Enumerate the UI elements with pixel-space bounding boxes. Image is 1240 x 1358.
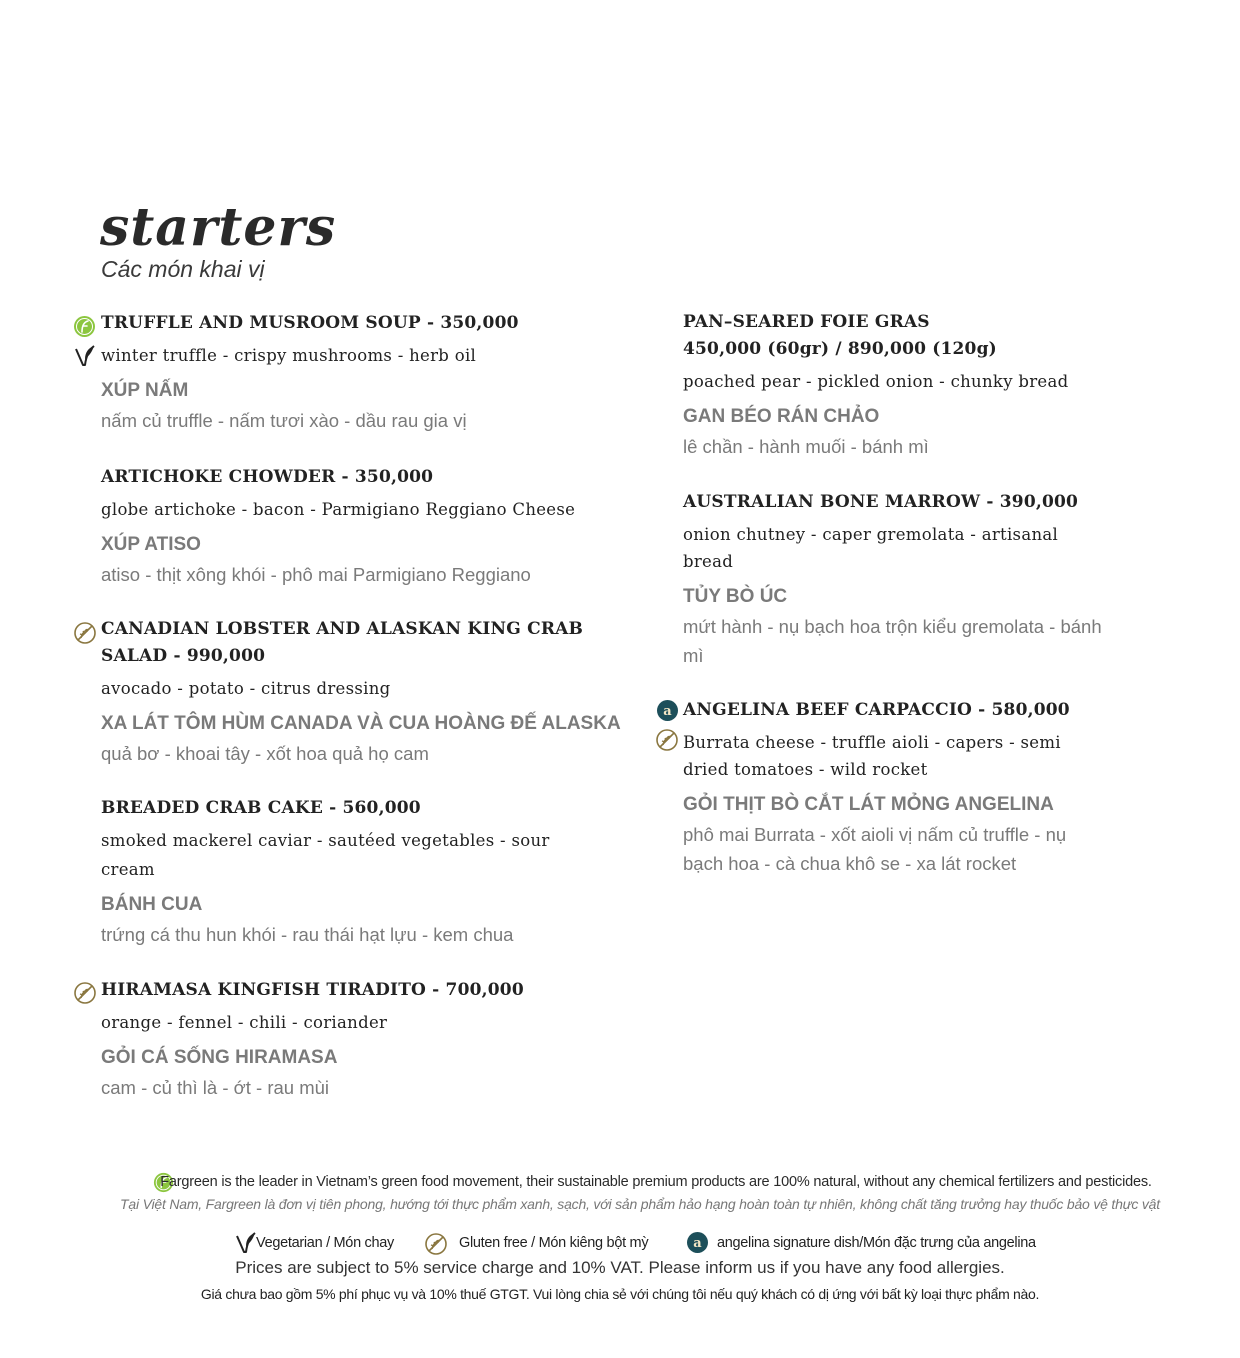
page-title: starters [100,197,337,258]
menu-item [101,977,641,1102]
gluten-free-icon [424,1232,448,1256]
dish-description-line2: cream [101,860,155,879]
dish-name: PAN–SEARED FOIE GRAS [683,312,930,332]
svg-text:a: a [663,704,672,719]
dish-description-vietnamese: lê chần - hành muối - bánh mì [683,436,929,457]
signature-icon [656,699,679,722]
price-note: Prices are subject to 5% service charge and 10% VAT. Please inform us if you have any food allergies. [235,1258,1005,1277]
menu-item [101,310,641,435]
dish-description: winter truffle - crispy mushrooms - herb oil [101,346,477,365]
menu-item [101,616,646,768]
dish-description-vietnamese-line2: mì [683,645,704,666]
dish-description: poached pear - pickled onion - chunky bread [683,372,1069,391]
dish-description-vietnamese-line2: bạch hoa - cà chua khô se - xa lát rocket [683,853,1017,874]
dish-name-vietnamese: GAN BÉO RÁN CHẢO [683,406,880,427]
menu-item [683,309,1153,461]
dish-name-vietnamese: GỎI THỊT BÒ CẮT LÁT MỎNG ANGELINA [683,794,1054,815]
legend-vegetarian: Vegetarian / Món chay [256,1235,394,1251]
fargreen-icon [73,315,96,338]
dish-description: avocado - potato - citrus dressing [101,679,391,698]
menu-item [683,489,1143,670]
dish-description-line2: bread [683,552,734,571]
gluten-free-icon [73,621,97,645]
dish-description-vietnamese: nấm củ truffle - nấm tươi xào - dầu rau gia vị [101,410,467,431]
dish-name-vietnamese: XÚP NẤM [101,380,189,401]
dish-name-vietnamese: BÁNH CUA [101,894,203,915]
vegetarian-icon [235,1230,257,1254]
dish-description-vietnamese: mứt hành - nụ bạch hoa trộn kiểu gremolata - bánh [683,616,1102,637]
dish-description-vietnamese: phô mai Burrata - xốt aioli vị nấm củ truffle - nụ [683,824,1067,845]
dish-description-vietnamese: trứng cá thu hun khói - rau thái hạt lựu - kem chua [101,924,514,945]
dish-description-line2: dried tomatoes - wild rocket [683,760,928,779]
dish-name-vietnamese: TỦY BÒ ÚC [683,586,788,607]
dish-description: orange - fennel - chili - coriander [101,1013,388,1032]
dish-description: globe artichoke - bacon - Parmigiano Reggiano Cheese [101,500,576,519]
dish-name: ANGELINA BEEF CARPACCIO - 580,000 [683,700,1070,720]
dish-name: TRUFFLE AND MUSROOM SOUP - 350,000 [101,313,519,333]
dish-name: BREADED CRAB CAKE - 560,000 [101,798,421,818]
gluten-free-icon [73,981,97,1005]
fargreen-note-vietnamese: Tại Việt Nam, Fargreen là đơn vị tiên phong, hướng tới thực phẩm xanh, sạch, với sản phẩm hảo hạng hoàn toàn tự nhiên, không chất tăng trưởng hay thuốc bảo vệ thực vật [120,1196,1160,1212]
price-note-vietnamese: Giá chưa bao gồm 5% phí phục vụ và 10% thuế GTGT. Vui lòng chia sẻ với chúng tôi nếu quý khách có dị ứng với bất kỳ loại thực phẩm nào. [200,1286,1040,1302]
menu-item [101,464,646,589]
dish-name-vietnamese: XA LÁT TÔM HÙM CANADA VÀ CUA HOÀNG ĐẾ ALASKA [101,713,621,734]
svg-text:a: a [693,1236,702,1251]
menu-item [101,795,641,949]
menu-item [683,697,1143,878]
dish-description: Burrata cheese - truffle aioli - capers - semi [683,733,1061,752]
dish-description-vietnamese: quả bơ - khoai tây - xốt hoa quả họ cam [101,743,429,764]
dish-description: onion chutney - caper gremolata - artisanal [683,525,1059,544]
legend-signature: angelina signature dish/Món đặc trưng của angelina [717,1235,1036,1251]
legend [0,1232,1240,1258]
dish-description-vietnamese: cam - củ thì là - ớt - rau mùi [101,1077,330,1098]
dish-price: 450,000 (60gr) / 890,000 (120g) [683,339,997,359]
gluten-free-icon [655,728,679,752]
dish-name-vietnamese: XÚP ATISO [101,534,201,555]
dish-name: HIRAMASA KINGFISH TIRADITO - 700,000 [101,980,524,1000]
dish-name-vietnamese: GỎI CÁ SỐNG HIRAMASA [101,1047,338,1068]
fargreen-note: Fargreen is the leader in Vietnam’s green food movement, their sustainable premium products are 100% natural, without any chemical fertilizers and pesticides. [160,1174,1152,1190]
dish-name-line2: SALAD - 990,000 [101,646,266,666]
dish-description-vietnamese: atiso - thịt xông khói - phô mai Parmigiano Reggiano [101,564,531,585]
dish-description: smoked mackerel caviar - sautéed vegetables - sour [101,831,550,850]
legend-gluten-free: Gluten free / Món kiêng bột mỳ [459,1235,649,1251]
dish-name: CANADIAN LOBSTER AND ALASKAN KING CRAB [101,619,584,639]
dish-name: AUSTRALIAN BONE MARROW - 390,000 [683,492,1079,512]
signature-icon [686,1231,709,1254]
page-subtitle: Các món khai vị [101,256,265,282]
dish-name: ARTICHOKE CHOWDER - 350,000 [101,467,434,487]
vegetarian-icon [74,343,96,367]
